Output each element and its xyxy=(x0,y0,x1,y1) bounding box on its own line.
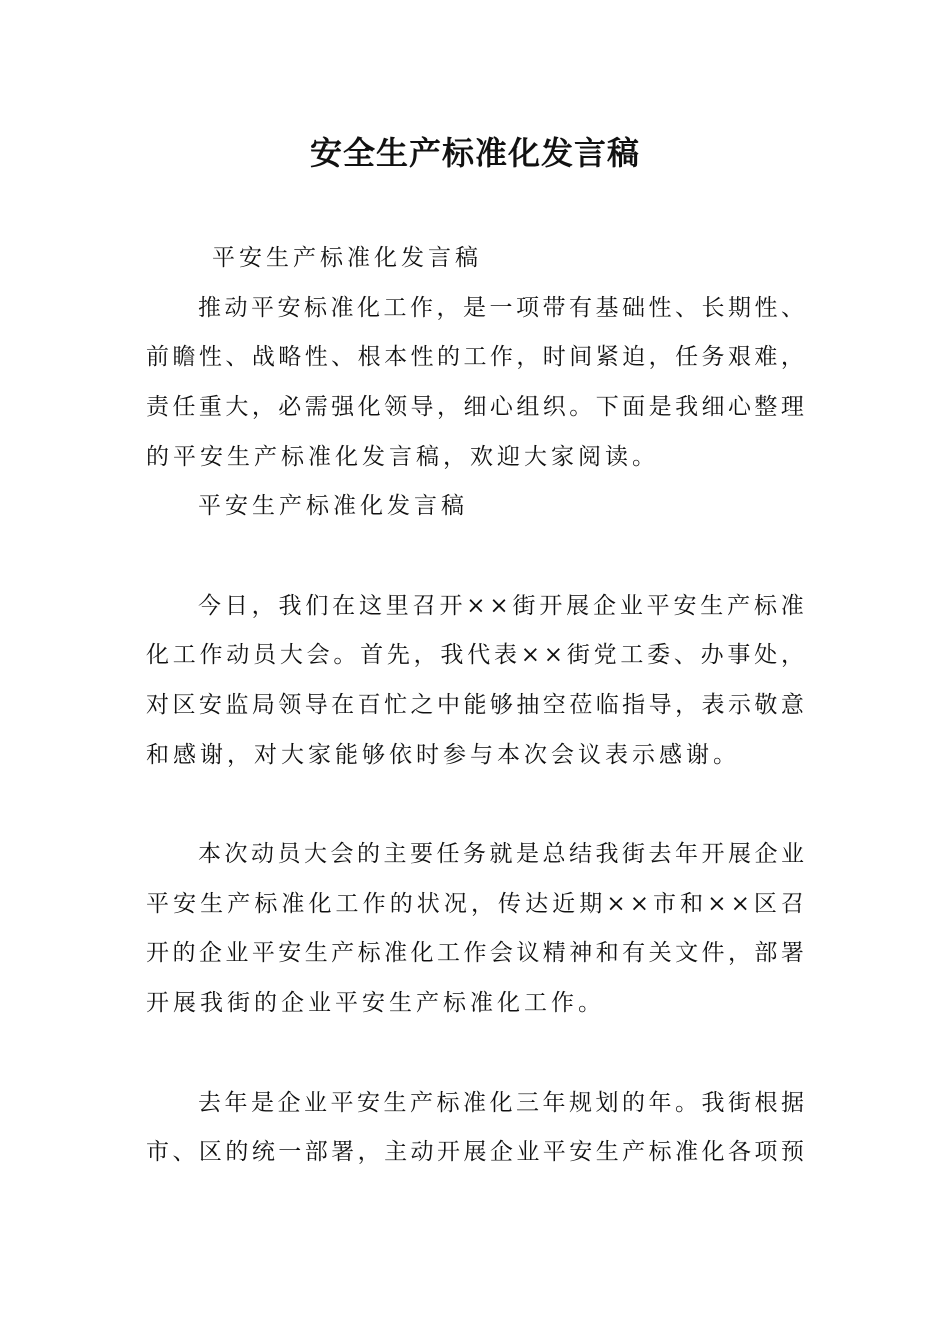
text-line: 化 工 作 动 员 大 会 。 首 先 ， 我 代 表 × × 街 党 工 委 、 办 事 处 ， xyxy=(146,642,804,668)
text-line: 本 次 动 员 大 会 的 主 要 任 务 就 是 总 结 我 街 去 年 开 展 企 业 xyxy=(198,841,804,867)
document-title: 安全生产标准化发言稿 xyxy=(309,134,640,172)
subtitle-line: 平安生产标准化发言稿 xyxy=(212,245,482,271)
section-heading: 平安生产标准化发言稿 xyxy=(198,493,468,519)
text-line: 推 动 平 安 标 准 化 工 作 ， 是 一 项 带 有 基 础 性 、 长 期 性 、 xyxy=(198,295,804,321)
text-line: 开展我街的企业平安生产标准化工作。 xyxy=(146,990,605,1016)
text-line: 今 日 ， 我 们 在 这 里 召 开 × × 街 开 展 企 业 平 安 生 产 标 准 xyxy=(198,593,804,619)
text-line: 平 安 生 产 标 准 化 工 作 的 状 况 ， 传 达 近 期 × × 市 和 × × 区 召 xyxy=(146,891,804,917)
text-line: 去 年 是 企 业 平 安 生 产 标 准 化 三 年 规 划 的 年 。 我 街 根 据 xyxy=(198,1090,804,1116)
text-line: 开 的 企 业 平 安 生 产 标 准 化 工 作 会 议 精 神 和 有 关 文 件 ， 部 署 xyxy=(146,940,804,966)
text-line: 对 区 安 监 局 领 导 在 百 忙 之 中 能 够 抽 空 莅 临 指 导 ， 表 示 敬 意 xyxy=(146,692,804,718)
text-line: 前 瞻 性 、 战 略 性 、 根 本 性 的 工 作 ， 时 间 紧 迫 ， 任 务 艰 难 ， xyxy=(146,344,804,370)
text-line: 责 任 重 大 ， 必 需 强 化 领 导 ， 细 心 组 织 。 下 面 是 我 细 心 整 理 xyxy=(146,394,804,420)
text-line: 的平安生产标准化发言稿，欢迎大家阅读。 xyxy=(146,444,659,470)
text-line: 和感谢，对大家能够依时参与本次会议表示感谢。 xyxy=(146,742,740,768)
text-line: 市 、 区 的 统 一 部 署 ， 主 动 开 展 企 业 平 安 生 产 标 准 化 各 项 预 xyxy=(146,1139,804,1165)
